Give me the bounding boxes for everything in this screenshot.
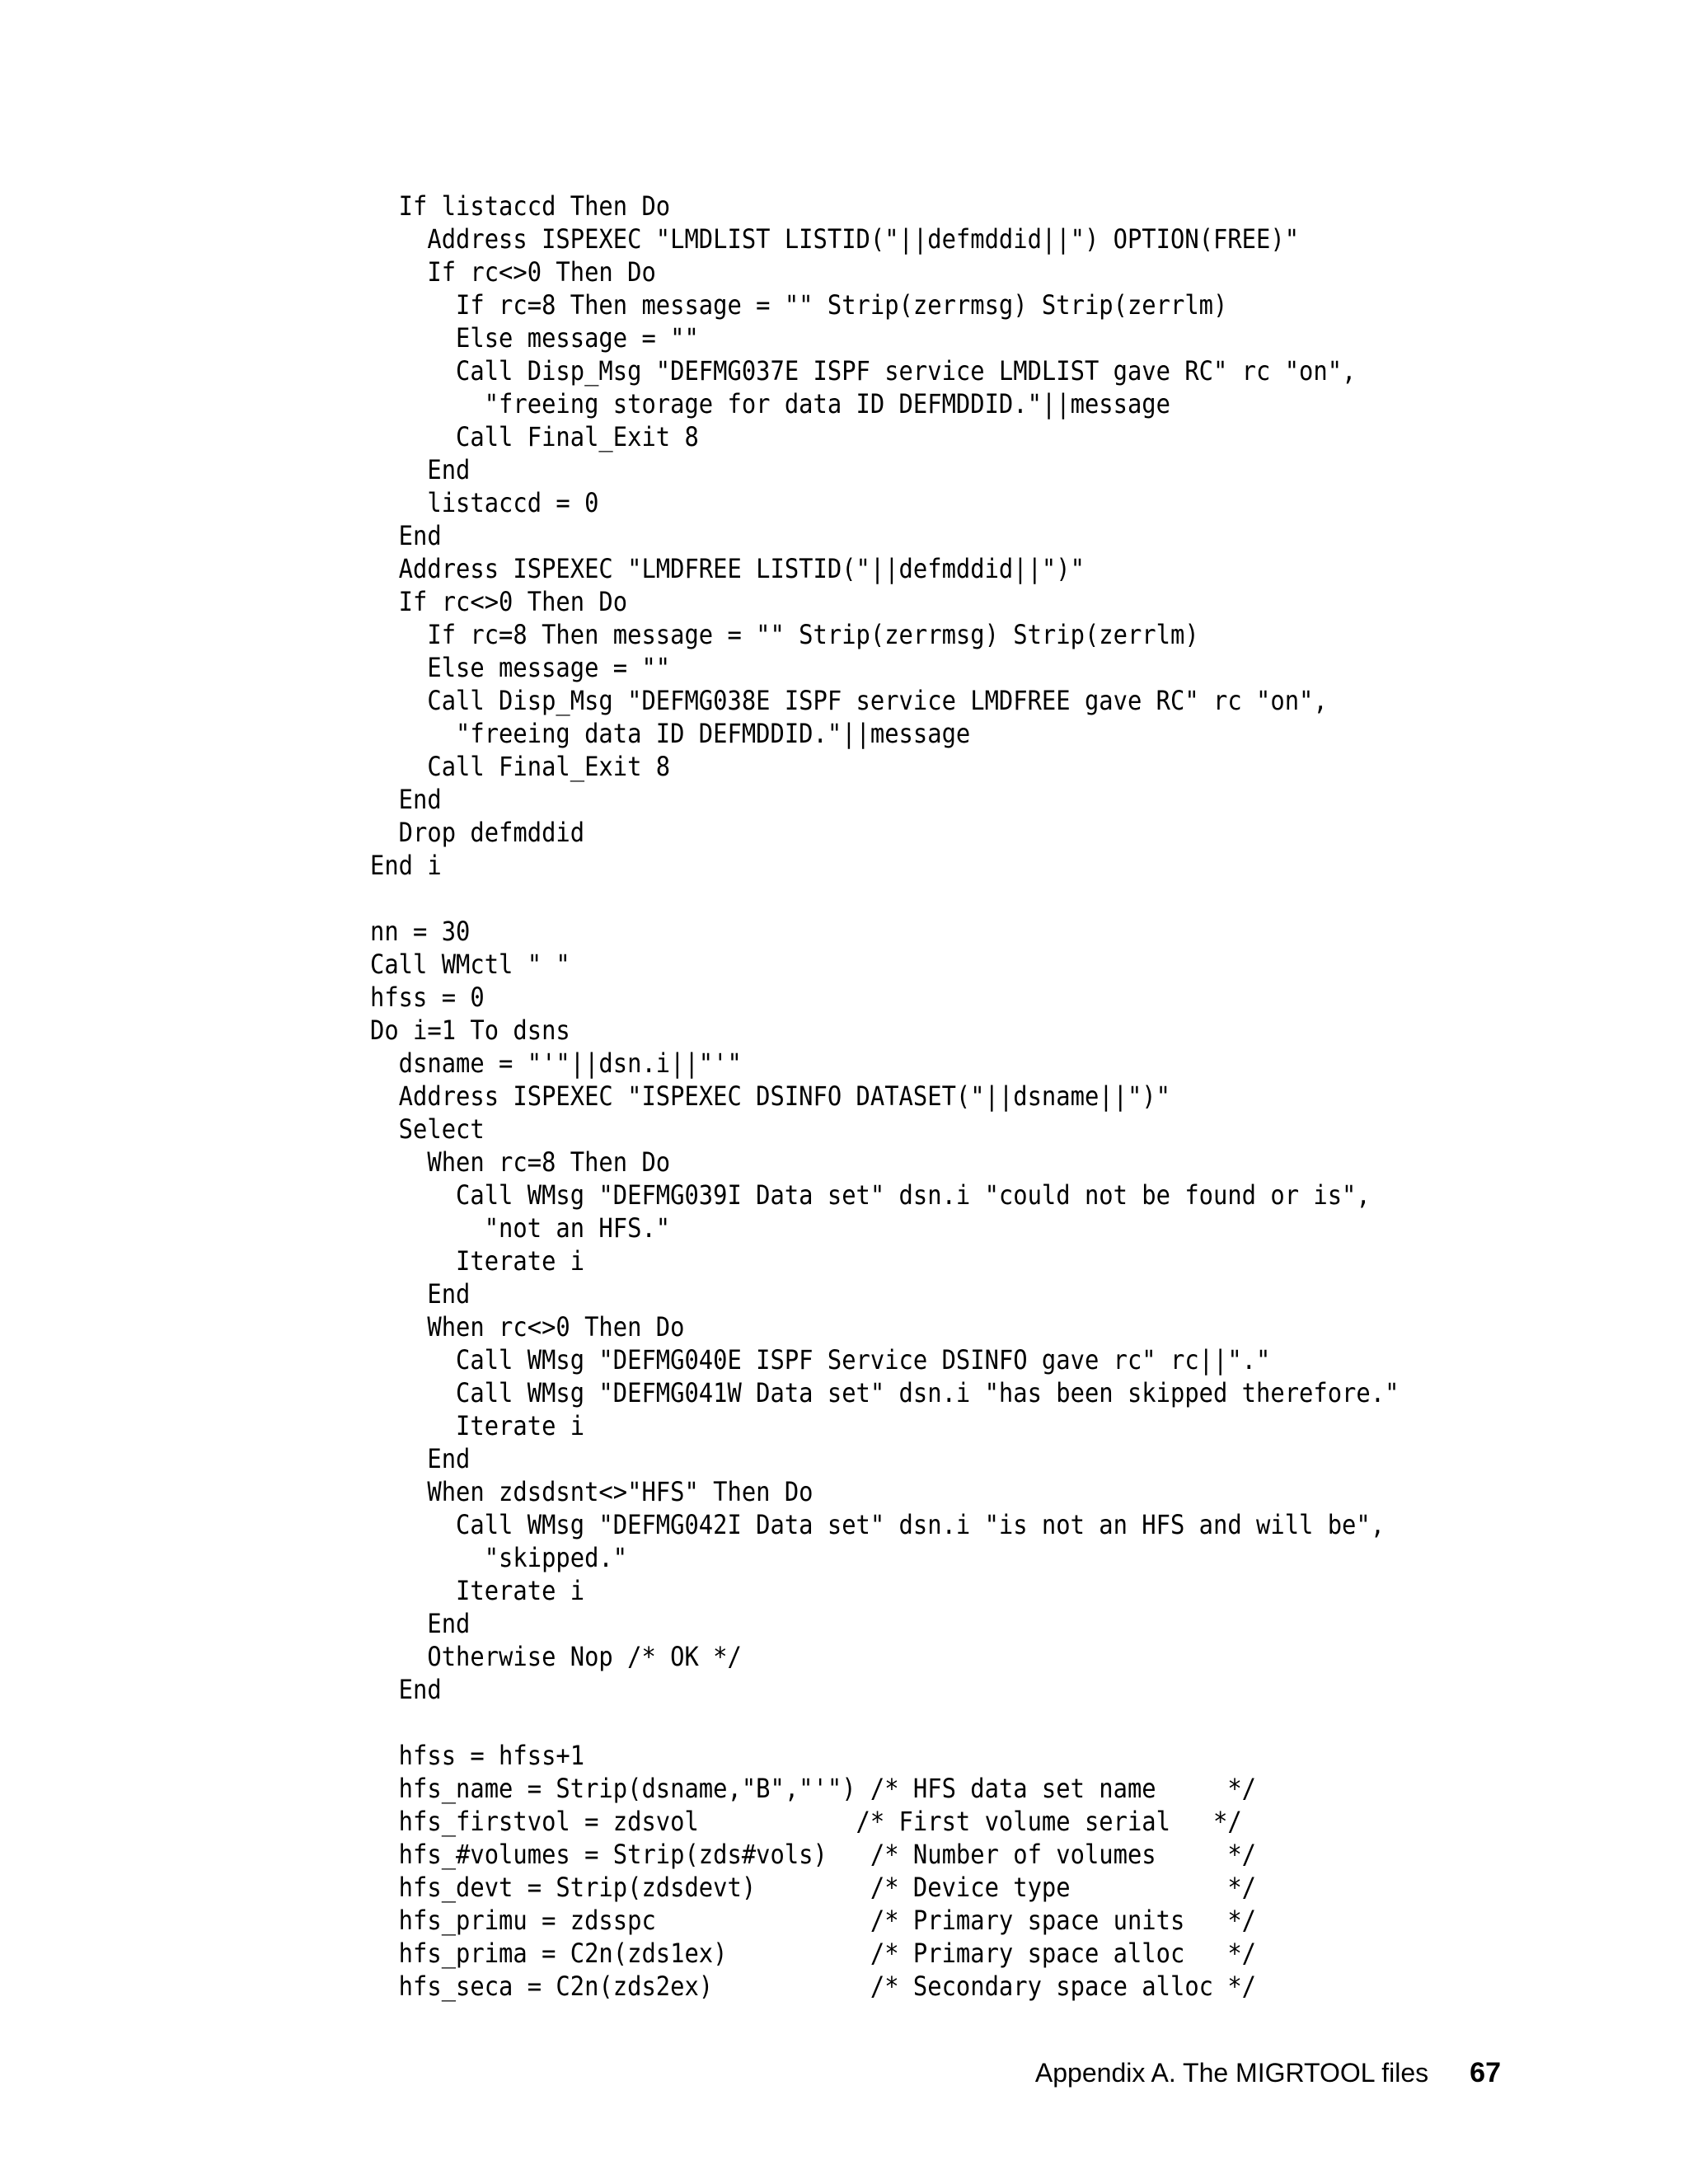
code-line: hfss = 0 [370,982,485,1013]
code-line: Iterate i [370,1245,585,1277]
code-line: Call WMctl " " [370,949,570,980]
code-line: "skipped." [370,1542,628,1573]
code-listing [370,190,1527,2003]
code-line: Iterate i [370,1410,585,1441]
code-line: End [370,520,442,551]
code-line: End [370,1443,471,1474]
code-line: "not an HFS." [370,1212,671,1244]
code-line: Do i=1 To dsns [370,1015,570,1046]
code-line: Drop defmddid [370,817,585,848]
page-footer [1035,2057,1501,2089]
code-line: Call WMsg "DEFMG041W Data set" dsn.i "has been skipped therefore." [370,1377,1400,1408]
code-line: "freeing storage for data ID DEFMDDID."||message [370,388,1170,419]
code-line: If rc<>0 Then Do [370,586,628,617]
code-line: When rc<>0 Then Do [370,1311,685,1343]
code-line [370,882,1527,915]
code-line: If rc=8 Then message = "" Strip(zerrmsg) Strip(zerrlm) [370,619,1199,650]
code-line: End [370,454,471,485]
code-line: Call Disp_Msg "DEFMG038E ISPF service LMDFREE gave RC" rc "on", [370,685,1328,716]
code-line: Call WMsg "DEFMG039I Data set" dsn.i "could not be found or is", [370,1179,1371,1211]
code-line: When zdsdsnt<>"HFS" Then Do [370,1476,814,1507]
code-line: Else message = "" [370,652,671,683]
code-line: Address ISPEXEC "ISPEXEC DSINFO DATASET("||dsname||")" [370,1080,1170,1112]
code-line: End [370,1278,471,1310]
footer-title: Appendix A. The MIGRTOOL files [1034,2058,1429,2088]
code-line: When rc=8 Then Do [370,1146,671,1178]
code-line: Address ISPEXEC "LMDLIST LISTID("||defmddid||") OPTION(FREE)" [370,223,1300,255]
code-line: nn = 30 [370,916,471,947]
code-line: End [370,1674,442,1705]
code-line: If rc<>0 Then Do [370,256,656,288]
code-line: hfss = hfss+1 [370,1740,585,1771]
code-line: hfs_primu = zdsspc /* Primary space units */ [370,1905,1257,1936]
code-line: End [370,1608,471,1639]
code-line [370,1706,1527,1739]
code-line: Call Disp_Msg "DEFMG037E ISPF service LMDLIST gave RC" rc "on", [370,355,1357,387]
code-line: If rc=8 Then message = "" Strip(zerrmsg) Strip(zerrlm) [370,289,1228,321]
code-line: hfs_#volumes = Strip(zds#vols) /* Number of volumes */ [370,1839,1257,1870]
code-line: Call WMsg "DEFMG040E ISPF Service DSINFO gave rc" rc||"." [370,1344,1271,1376]
code-line: listaccd = 0 [370,487,599,518]
page-number: 67 [1470,2057,1501,2088]
code-line: hfs_firstvol = zdsvol /* First volume serial */ [370,1806,1242,1837]
code-line: hfs_seca = C2n(zds2ex) /* Secondary space alloc */ [370,1971,1257,2002]
code-line: End [370,784,442,815]
code-line: hfs_devt = Strip(zdsdevt) /* Device type */ [370,1872,1257,1903]
code-line: If listaccd Then Do [370,190,671,222]
code-line: "freeing data ID DEFMDDID."||message [370,718,971,749]
code-line: Iterate i [370,1575,585,1606]
code-line: Otherwise Nop /* OK */ [370,1641,742,1672]
code-line: Address ISPEXEC "LMDFREE LISTID("||defmddid||")" [370,553,1085,584]
code-line: Else message = "" [370,322,699,354]
code-line: hfs_prima = C2n(zds1ex) /* Primary space alloc */ [370,1938,1257,1969]
code-line: Call Final_Exit 8 [370,421,699,452]
code-line: End i [370,850,442,881]
code-line: Call Final_Exit 8 [370,751,671,782]
code-line: Select [370,1113,485,1145]
code-line: dsname = "'"||dsn.i||"'" [370,1047,742,1079]
code-line: Call WMsg "DEFMG042I Data set" dsn.i "is not an HFS and will be", [370,1509,1386,1540]
code-line: hfs_name = Strip(dsname,"B","'") /* HFS data set name */ [370,1773,1257,1804]
